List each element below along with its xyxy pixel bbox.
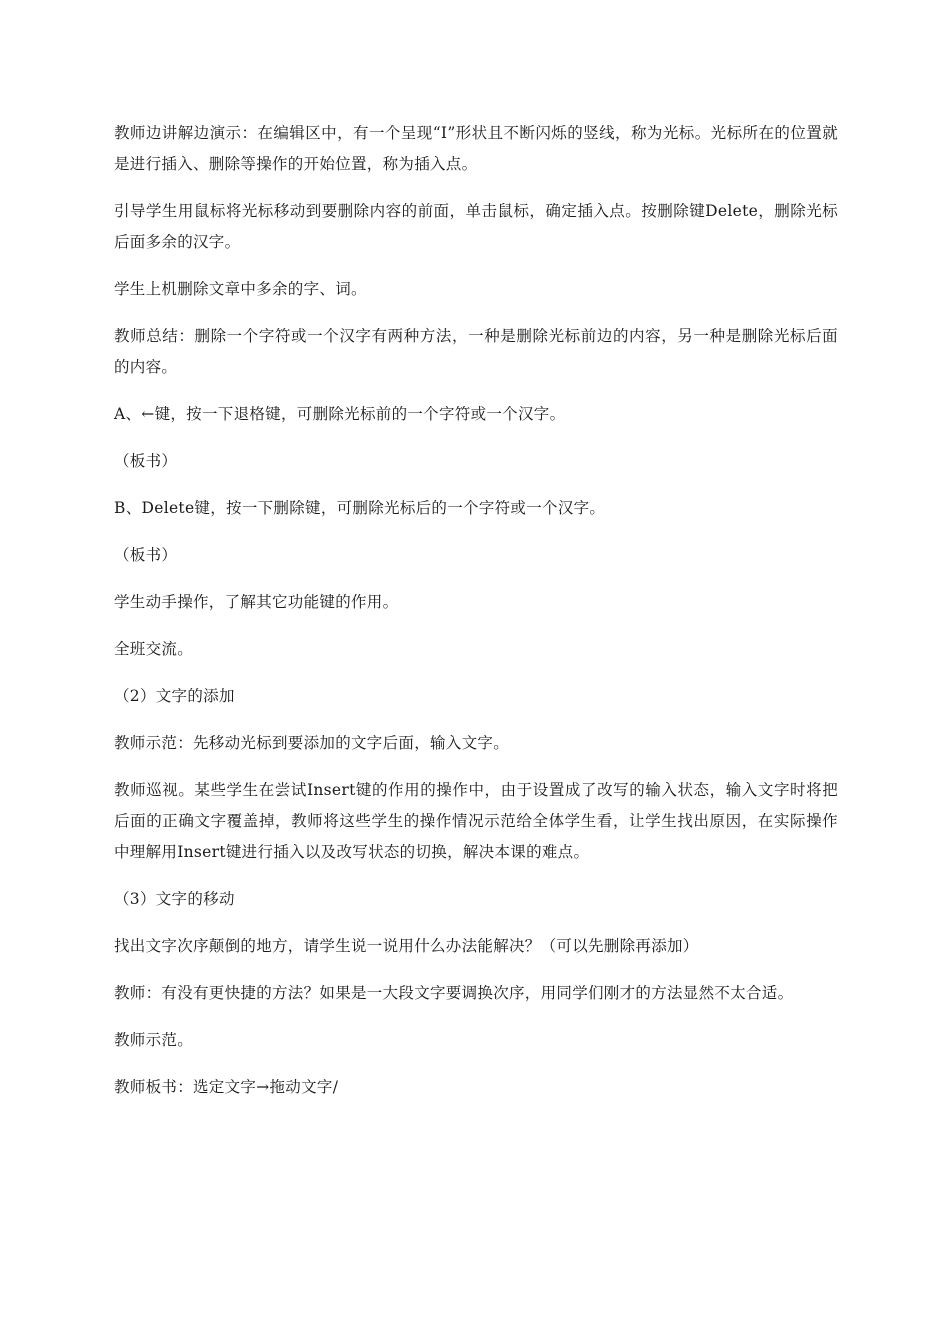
paragraph-cursor-intro: 教师边讲解边演示：在编辑区中，有一个呈现“I”形状且不断闪烁的竖线，称为光标。光标所在的位置就是进行插入、删除等操作的开始位置，称为插入点。 xyxy=(114,124,838,173)
paragraph-insert-key: 教师巡视。某些学生在尝试Insert键的作用的操作中，由于设置成了改写的输入状态，输入文字时将把后面的正确文字覆盖掉，教师将这些学生的操作情况示范给全体学生看，让学生找出原因，在实际操作中理解用Insert键进行插入以及改写状态的切换，解决本课的难点。 xyxy=(114,781,838,861)
paragraph-delete-guide: 引导学生用鼠标将光标移动到要删除内容的前面，单击鼠标，确定插入点。按删除键Delete，删除光标后面多余的汉字。 xyxy=(114,202,838,251)
document-body xyxy=(114,118,838,1119)
paragraph-class-exchange: 全班交流。 xyxy=(114,640,194,658)
paragraph-function-keys: 学生动手操作，了解其它功能键的作用。 xyxy=(114,593,399,611)
paragraph-faster-method: 教师：有没有更快捷的方法？如果是一大段文字要调换次序，用同学们刚才的方法显然不太合适。 xyxy=(114,984,794,1002)
paragraph-find-reversed: 找出文字次序颠倒的地方，请学生说一说用什么办法能解决？（可以先删除再添加） xyxy=(114,937,699,955)
paragraph-board-drag: 教师板书：选定文字→拖动文字/ xyxy=(114,1078,339,1096)
paragraph-backspace-method: A、←键，按一下退格键，可删除光标前的一个字符或一个汉字。 xyxy=(114,405,566,423)
paragraph-board-note-1: （板书） xyxy=(114,452,178,470)
section-heading-adding-text: （2）文字的添加 xyxy=(114,687,235,705)
paragraph-teacher-summary: 教师总结：删除一个字符或一个汉字有两种方法，一种是删除光标前边的内容，另一种是删除光标后面的内容。 xyxy=(114,327,838,376)
paragraph-delete-method: B、Delete键，按一下删除键，可删除光标后的一个字符或一个汉字。 xyxy=(114,499,606,517)
paragraph-teacher-demo: 教师示范。 xyxy=(114,1031,194,1049)
section-heading-moving-text: （3）文字的移动 xyxy=(114,890,235,908)
paragraph-board-note-2: （板书） xyxy=(114,546,178,564)
paragraph-student-practice: 学生上机删除文章中多余的字、词。 xyxy=(114,280,367,298)
paragraph-add-demo: 教师示范：先移动光标到要添加的文字后面，输入文字。 xyxy=(114,734,510,752)
